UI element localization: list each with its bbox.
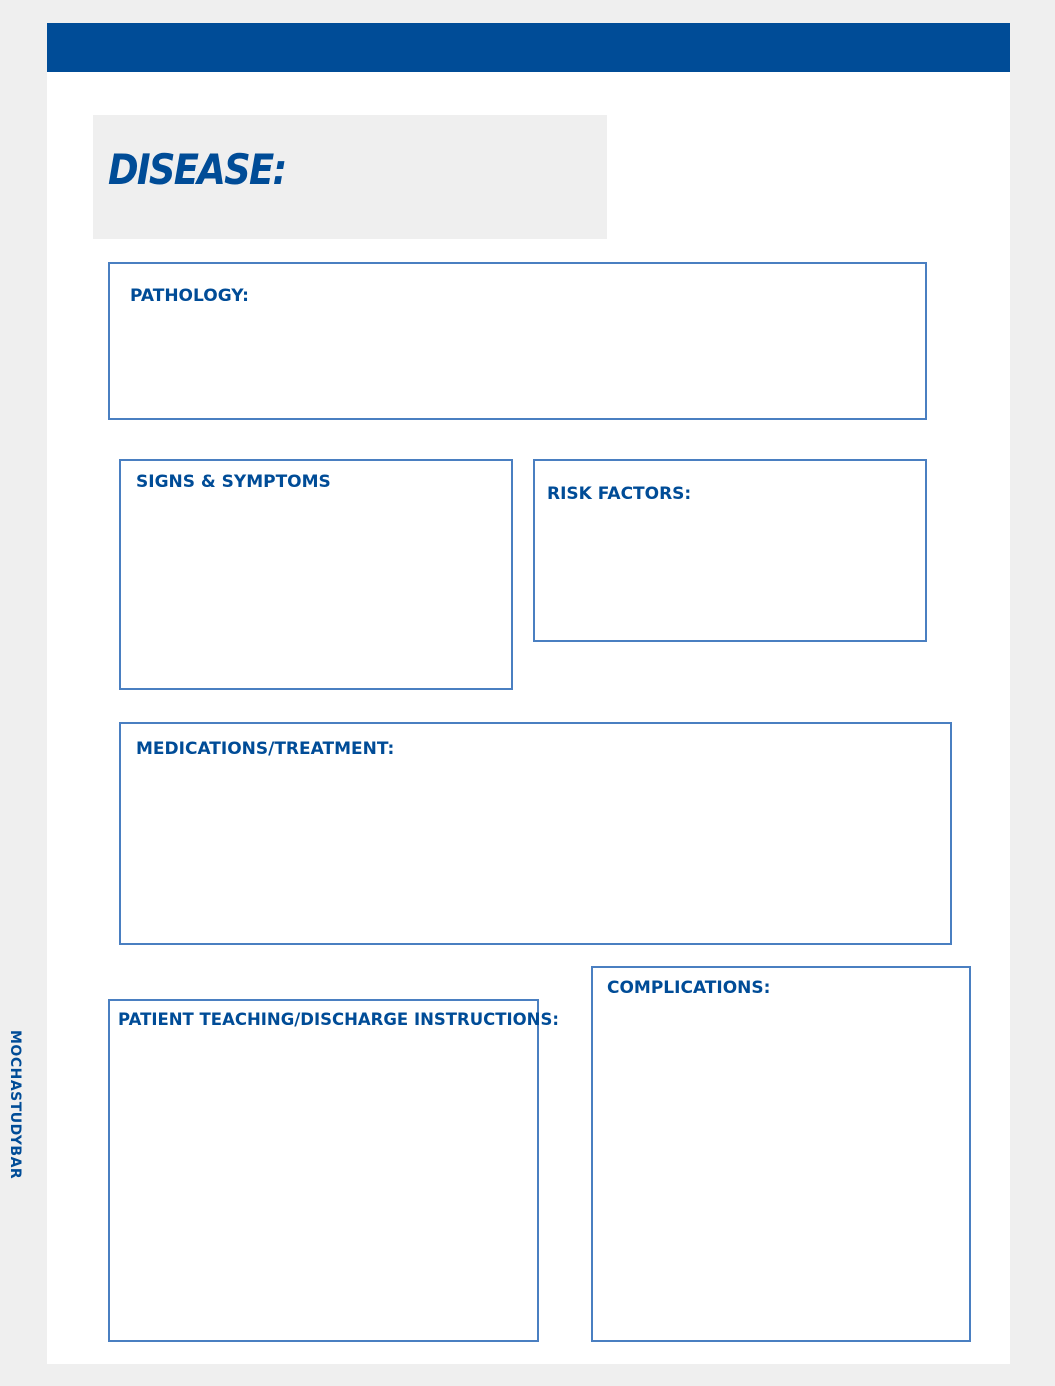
disease-title-box[interactable] (93, 115, 607, 239)
complications-section[interactable] (591, 966, 971, 1342)
pathology-label: PATHOLOGY: (130, 286, 249, 306)
complications-label: COMPLICATIONS: (607, 978, 771, 998)
worksheet-page (47, 23, 1010, 1364)
header-bar (47, 23, 1010, 72)
patient-teaching-section[interactable] (108, 999, 559, 1342)
brand-watermark: MOCHASTUDYBAR (7, 1030, 23, 1180)
signs-symptoms-section[interactable] (119, 459, 513, 690)
pathology-section[interactable] (108, 262, 927, 420)
risk-factors-section[interactable] (533, 459, 927, 642)
patient-teaching-label: PATIENT TEACHING/DISCHARGE INSTRUCTIONS: (118, 1010, 559, 1029)
disease-title: DISEASE: (108, 145, 286, 194)
risk-factors-label: RISK FACTORS: (547, 484, 692, 504)
medications-treatment-section[interactable] (119, 722, 952, 945)
signs-symptoms-label: SIGNS & SYMPTOMS (136, 472, 331, 492)
medications-treatment-label: MEDICATIONS/TREATMENT: (136, 739, 395, 759)
